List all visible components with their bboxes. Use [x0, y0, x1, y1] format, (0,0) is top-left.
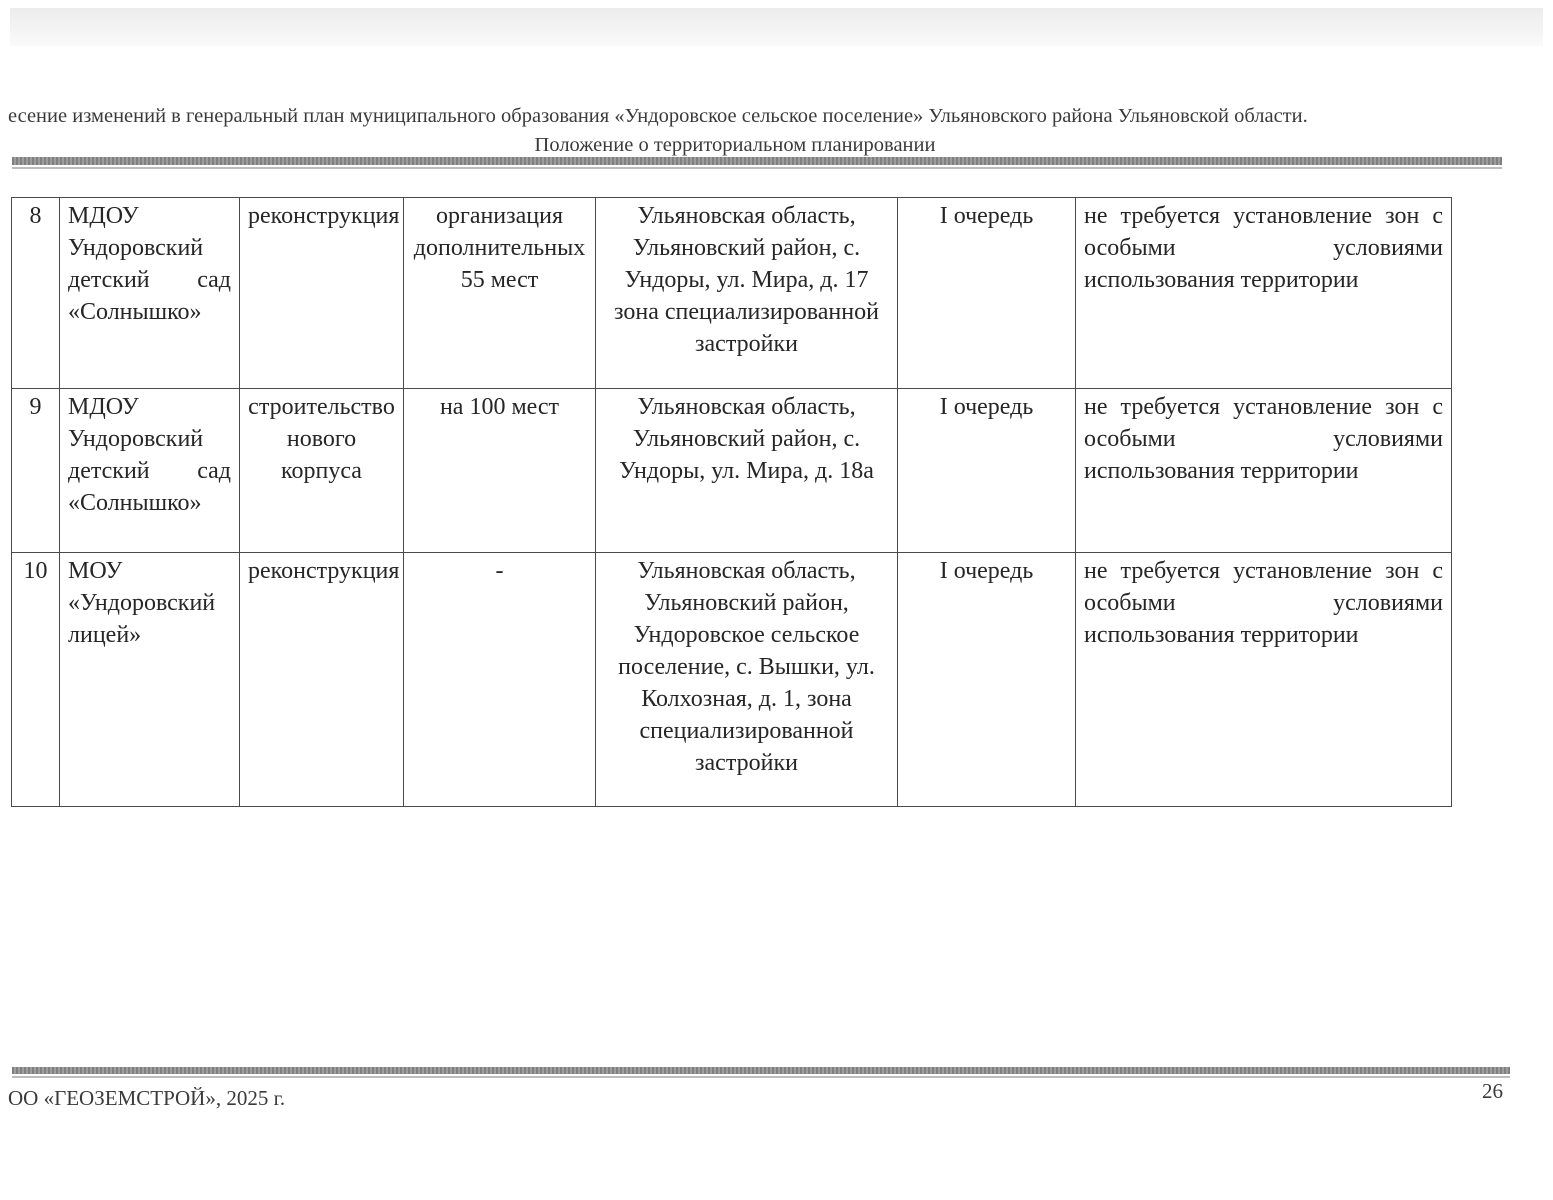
row-number: 8	[12, 198, 60, 389]
footer-rule	[12, 1067, 1510, 1074]
page-number: 26	[1482, 1079, 1503, 1103]
table-row	[12, 389, 1452, 553]
protection-zone-note: не требуется установление зон с особыми условиями использования территории	[1076, 389, 1452, 553]
object-location: Ульяновская область, Ульяновский район, с. Ундоры, ул. Мира, д. 18а	[596, 389, 898, 553]
running-header-subtitle: Положение о территориальном планировании	[534, 134, 936, 156]
protection-zone-note: не требуется установление зон с особыми условиями использования территории	[1076, 553, 1452, 807]
object-location: Ульяновская область, Ульяновский район, с. Ундоры, ул. Мира, д. 17 зона специализированной застройки	[596, 198, 898, 389]
object-name: МДОУ Ундоровский детский сад «Солнышко»	[60, 389, 240, 553]
object-parameters: -	[404, 553, 596, 807]
object-location: Ульяновская область, Ульяновский район, Ундоровское сельское поселение, с. Вышки, ул. Колхозная, д. 1, зона специализированной застройки	[596, 553, 898, 807]
header-rule-thin	[12, 167, 1502, 169]
object-name: МДОУ Ундоровский детский сад «Солнышко»	[60, 198, 240, 389]
running-header-title: есение изменений в генеральный план муниципального образования «Ундоровское сельское поселение» Ульяновского района Ульяновской области.	[8, 105, 1308, 127]
footer-company: ОО «ГЕОЗЕМСТРОЙ», 2025 г.	[8, 1086, 286, 1110]
work-type: реконструкция	[240, 553, 404, 807]
header-rule	[12, 157, 1502, 165]
footer-rule-thin	[12, 1076, 1510, 1078]
protection-zone-note: не требуется установление зон с особыми условиями использования территории	[1076, 198, 1452, 389]
work-type: реконструкция	[240, 198, 404, 389]
table-row	[12, 198, 1452, 389]
row-number: 9	[12, 389, 60, 553]
implementation-stage: I очередь	[898, 389, 1076, 553]
row-number: 10	[12, 553, 60, 807]
scan-edge-shadow	[10, 8, 1543, 46]
objects-table	[11, 197, 1452, 807]
object-parameters: на 100 мест	[404, 389, 596, 553]
implementation-stage: I очередь	[898, 198, 1076, 389]
object-parameters: организация дополнительных 55 мест	[404, 198, 596, 389]
table-row	[12, 553, 1452, 807]
work-type: строительство нового корпуса	[240, 389, 404, 553]
implementation-stage: I очередь	[898, 553, 1076, 807]
object-name: МОУ «Ундоровский лицей»	[60, 553, 240, 807]
